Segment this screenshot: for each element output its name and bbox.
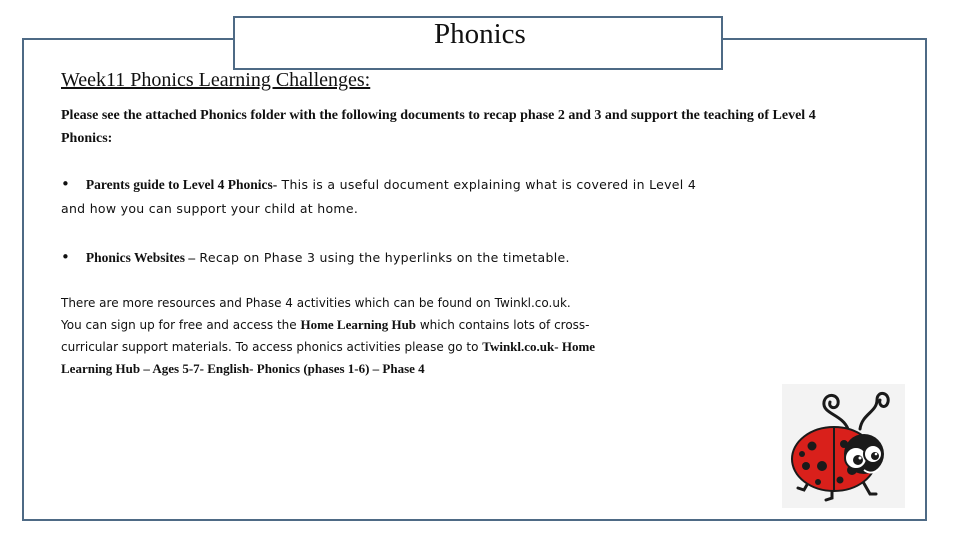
bullet-item (61, 245, 721, 270)
resources-text: which contains lots of cross-curricular support materials. To access phonics activities please go to (61, 318, 590, 354)
bullet-text: Recap on Phase 3 using the hyperlinks on the timetable. (195, 250, 570, 265)
bullet-item (61, 172, 721, 221)
bullet-text: This is a useful document explaining what is covered in Level 4 and how you can support your child at home. (61, 177, 697, 216)
bullet-icon: • (61, 248, 70, 266)
ladybug-icon (782, 384, 905, 508)
section-heading: Week11 Phonics Learning Challenges: (61, 69, 371, 91)
resources-line: There are more resources and Phase 4 activities which can be found on Twinkl.co.uk. (61, 296, 571, 310)
intro-text: Please see the attached Phonics folder with the following documents to recap phase 2 and 3 and support the teaching of Level 4 Phonics: (61, 108, 816, 146)
home-learning-hub-text: Home Learning Hub (300, 317, 417, 332)
resources-paragraph (61, 292, 621, 380)
page-title: Phonics (434, 18, 526, 50)
ladybug-image (782, 384, 905, 508)
bullet-icon: • (61, 175, 70, 193)
bullet-title: Phonics Websites – (85, 250, 196, 265)
bullet-title: Parents guide to Level 4 Phonics- (85, 177, 278, 192)
resources-text: You can sign up for free and access the (61, 318, 301, 332)
twinkl-path-text: Twinkl.co.uk- Home Learning Hub – Ages 5-7- English- Phonics (phases 1-6) – Phase 4 (61, 339, 596, 376)
